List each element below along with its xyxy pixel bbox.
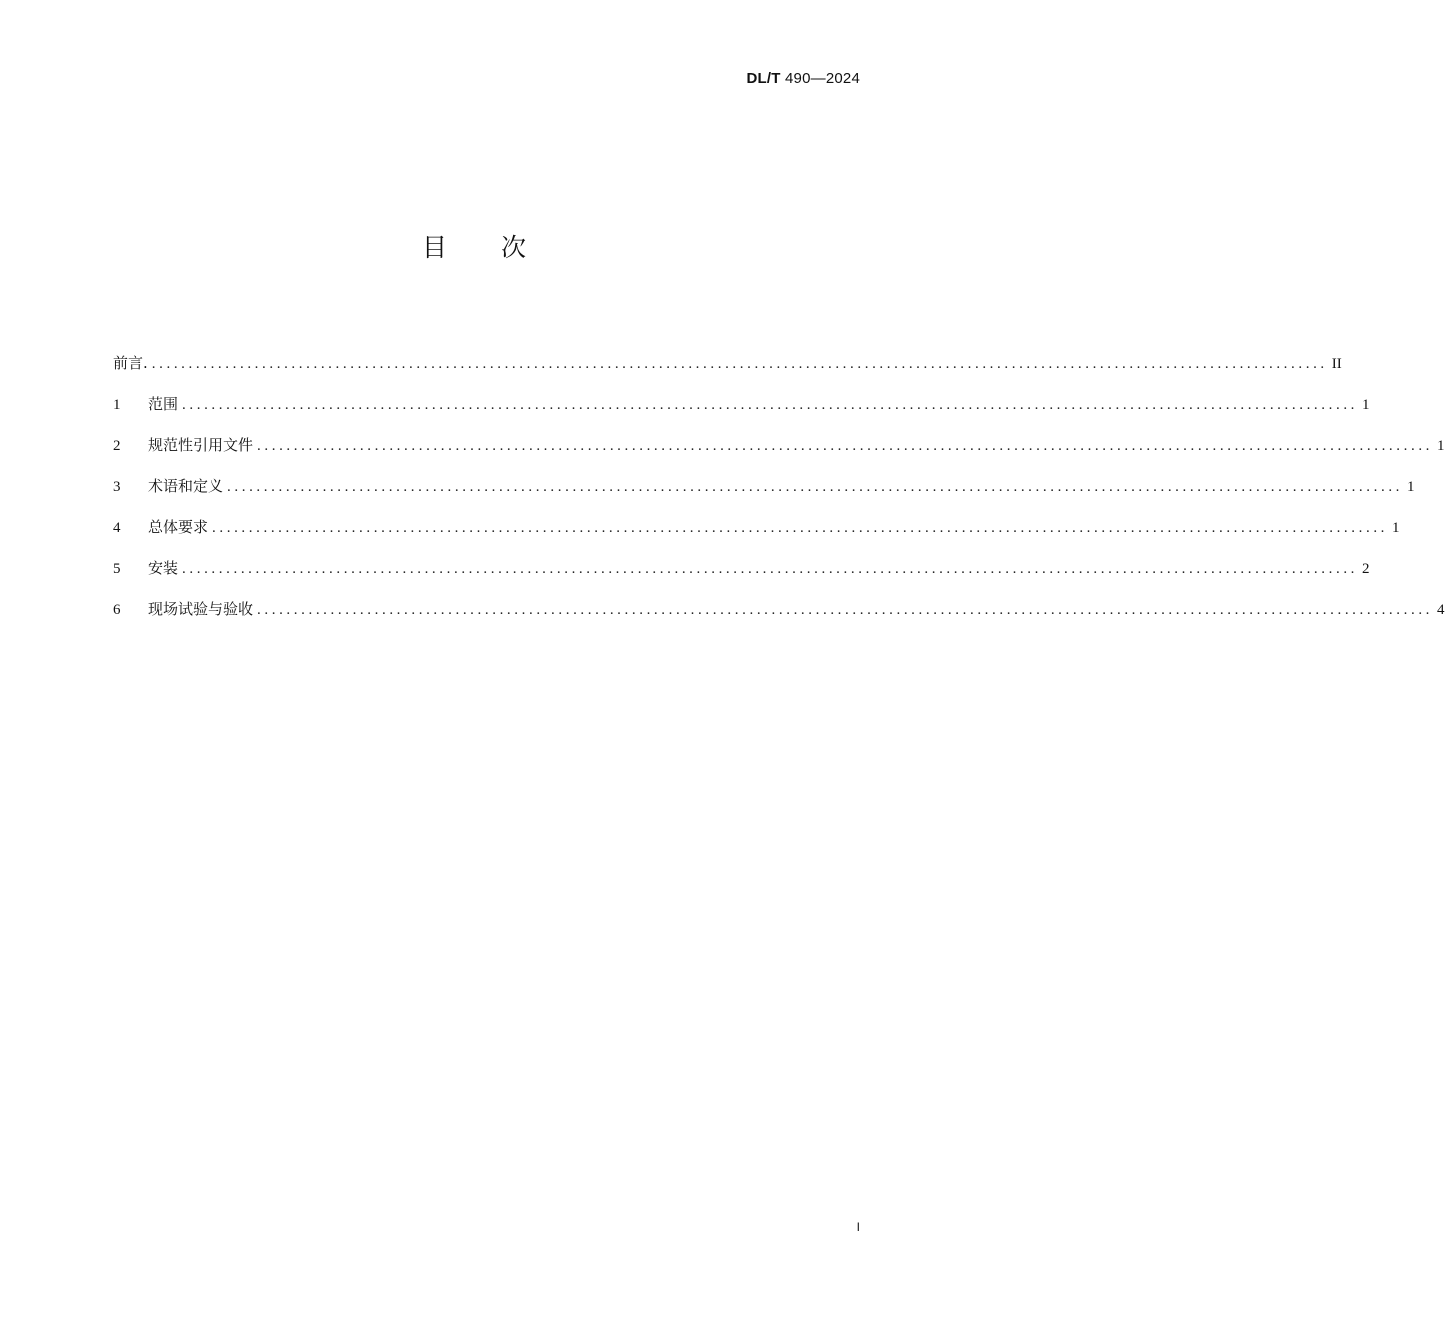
toc-list (113, 352, 1445, 639)
standard-prefix: DL/T (746, 70, 781, 87)
toc-dot-leader: ................................................................................................................................................................ (182, 397, 1359, 413)
toc-title-right: 次 (501, 233, 529, 262)
toc-dot-leader: ................................................................................................................................................................ (257, 602, 1434, 618)
toc-dot-leader: ................................................................................................................................................................ (182, 561, 1359, 577)
toc-entry-page: 1 (1437, 438, 1445, 454)
toc-entry-label: 安装 (148, 559, 179, 577)
toc-entry-number: 5 (113, 561, 121, 577)
toc-dot-leader: ................................................................................................................................................................ (151, 356, 1328, 372)
toc-entry-label: 术语和定义 (148, 477, 224, 495)
toc-dot-leader: ................................................................................................................................................................ (212, 520, 1389, 536)
toc-dot-leader: ................................................................................................................................................................ (257, 438, 1434, 454)
toc-entry-label: 总体要求 (148, 518, 209, 536)
toc-entry-number: 4 (113, 520, 121, 536)
toc-entry-preface[interactable] (113, 352, 1342, 393)
toc-entry-label: 范围 (148, 395, 179, 413)
toc-entry-page: 2 (1362, 561, 1370, 577)
toc-dot-leader: ................................................................................................................................................................ (227, 479, 1404, 495)
toc-title-left: 目 (421, 233, 449, 262)
toc-entry-label: 前言. (113, 354, 148, 372)
toc-entry-page: 4 (1437, 602, 1445, 618)
toc-entry-installation[interactable] (113, 557, 1370, 598)
toc-entry-label: 现场试验与验收 (148, 600, 254, 618)
toc-entry-page: 1 (1407, 479, 1415, 495)
standard-code (746, 70, 860, 87)
toc-entry-terms-definitions[interactable] (113, 475, 1415, 516)
toc-entry-number: 1 (113, 397, 121, 413)
toc-entry-number: 3 (113, 479, 121, 495)
toc-entry-label: 规范性引用文件 (148, 436, 254, 454)
toc-entry-field-test-acceptance[interactable] (113, 598, 1445, 639)
toc-entry-normative-references[interactable] (113, 434, 1445, 475)
toc-title (0, 228, 950, 264)
toc-entry-number: 6 (113, 602, 121, 618)
toc-entry-page: 1 (1392, 520, 1400, 536)
toc-entry-number: 2 (113, 438, 121, 454)
standard-number: 490—2024 (785, 70, 860, 87)
toc-entry-scope[interactable] (113, 393, 1370, 434)
toc-entry-page: 1 (1362, 397, 1370, 413)
toc-entry-page: II (1331, 356, 1342, 372)
page-number: I (856, 1220, 860, 1234)
toc-entry-general-requirements[interactable] (113, 516, 1400, 557)
